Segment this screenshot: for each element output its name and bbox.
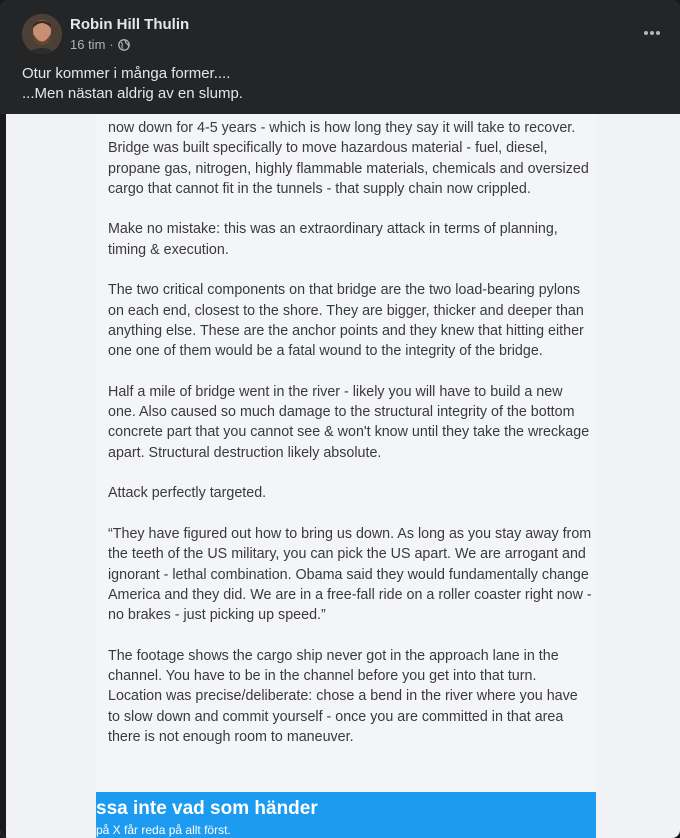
article-paragraph: now down for 4-5 years - which is how long they say it will take to recover. Bridge was built specifically to move hazardous material - fuel, diesel, propane gas, nitrogen, highly flammable materials, chemicals and oversized cargo that cannot fit in the tunnels - that supply chain now crippled. xyxy=(108,120,589,197)
article-paragraph: The two critical components on that bridge are the two load-bearing pylons on each end, closest to the shore. They are bigger, thicker and deeper than anything else. These are the anchor points and they knew that hitting either one one of them would be a fatal wound to the integrity of the bridge. xyxy=(108,282,584,360)
post-timestamp[interactable]: 16 tim xyxy=(70,37,106,52)
article-paragraph: Make no mistake: this was an extraordinary attack in terms of planning, timing & execution. xyxy=(108,221,558,258)
author-avatar[interactable] xyxy=(22,14,62,54)
post-caption xyxy=(22,64,243,104)
meta-separator: · xyxy=(109,37,114,52)
caption-line: Otur kommer i många former.... xyxy=(22,65,231,82)
banner-title: ssa inte vad som händer xyxy=(96,798,318,819)
article-screenshot xyxy=(96,114,596,838)
globe-icon[interactable] xyxy=(118,39,130,51)
author-name[interactable]: Robin Hill Thulin xyxy=(70,16,190,33)
image-edge xyxy=(0,114,6,838)
article-body xyxy=(108,118,592,768)
post-image[interactable] xyxy=(0,114,680,838)
article-paragraph: The footage shows the cargo ship never got in the approach lane in the channel. You have to be in the channel before you get into that turn. Location was precise/deliberate: chose a bend in the river where you have to slow down and commit yourself - once you are committed in that area there is not enough room to maneuver. xyxy=(108,647,578,745)
article-paragraph: Half a mile of bridge went in the river - likely you will have to build a new one. Also caused so much damage to the structural integrity of the bottom concrete part that you cannot see & won't know until they take the wreckage apart. Structural destruction likely absolute. xyxy=(108,383,590,461)
avatar-portrait xyxy=(22,14,62,54)
post-header xyxy=(0,0,680,58)
post-meta xyxy=(70,37,130,53)
banner-subtitle: på X får reda på allt först. xyxy=(96,823,231,837)
x-signup-banner xyxy=(96,792,596,838)
article-paragraph: Attack perfectly targeted. xyxy=(108,485,267,502)
more-options-icon[interactable] xyxy=(638,20,666,46)
article-paragraph: “They have figured out how to bring us down. As long as you stay away from the teeth of the US military, you can pick the US apart. We are arrogant and ignorant - lethal combination. Obama said they would fundamentally change America and they did. We are in a free-fall ride on a roller coaster right now - no brakes - just picking up speed.” xyxy=(108,525,592,624)
caption-line: ...Men nästan aldrig av en slump. xyxy=(22,85,243,102)
